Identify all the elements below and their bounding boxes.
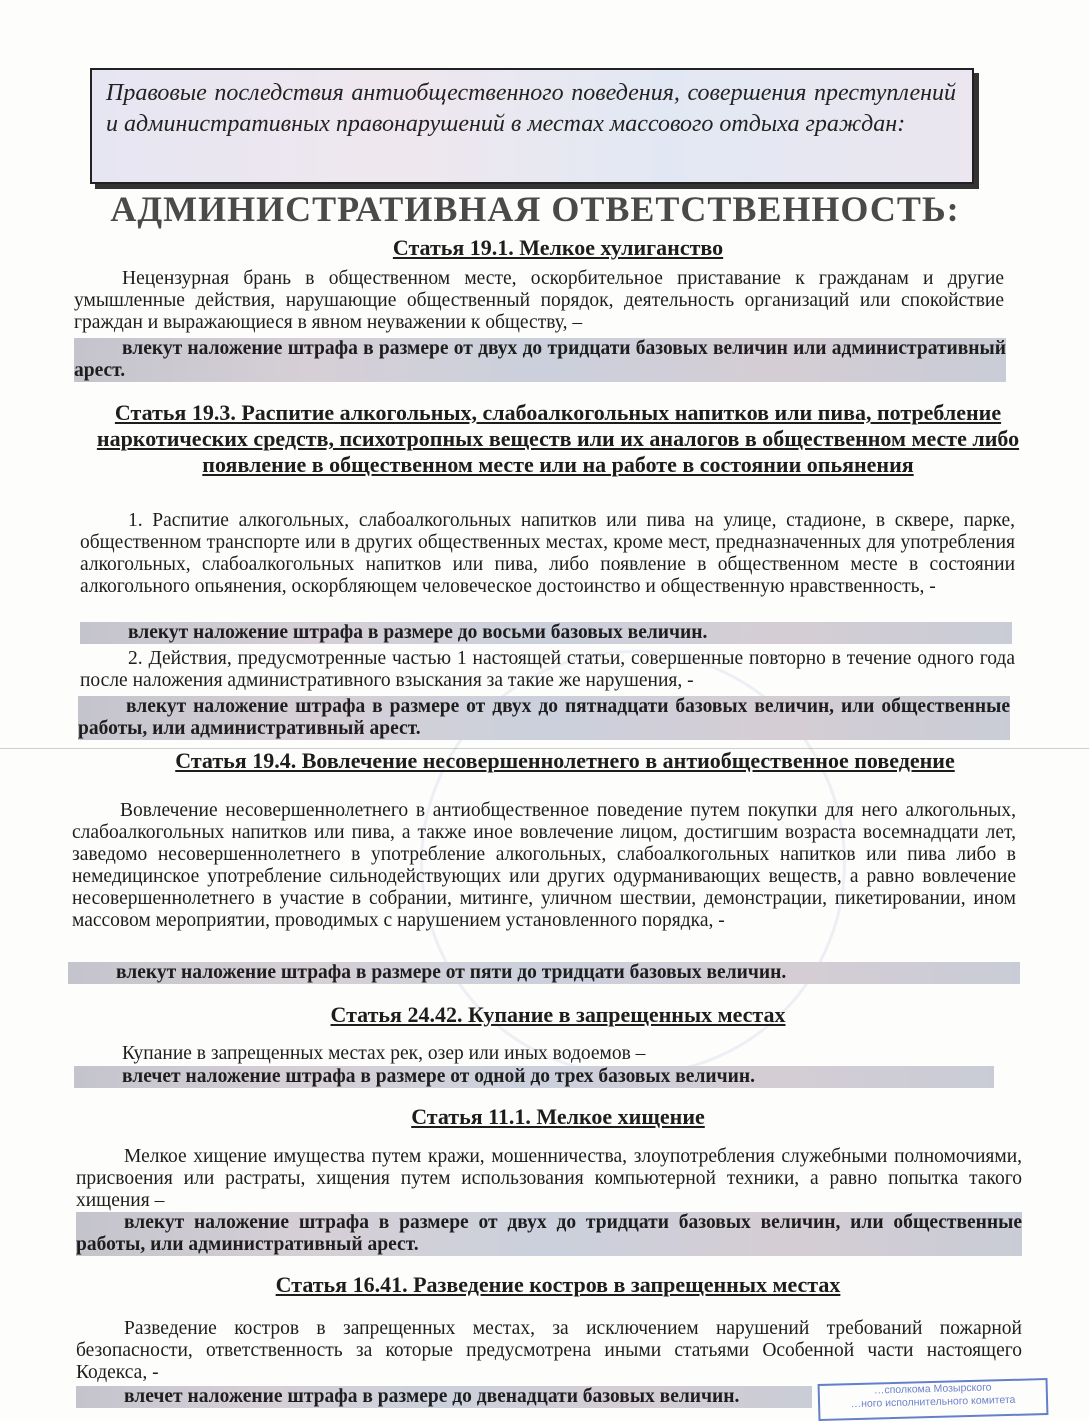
article-penalty-16-41: влечет наложение штрафа в размере до двенадцати базовых величин. [76, 1386, 812, 1408]
stamp-line-1: …сполкома Мозырского [873, 1381, 992, 1397]
article-penalty-11-1: влекут наложение штрафа в размере от двух до тридцати базовых величин, или общественные работы, или административный арест. [76, 1212, 1022, 1255]
stamp-line-2: …ного исполнительного комитета [850, 1393, 1016, 1411]
article-text-24-42: Купание в запрещенных местах рек, озер или иных водоемов – [122, 1043, 646, 1064]
article-heading-19-3: Статья 19.3. Распитие алкогольных, слабоалкогольных напитков или пива, потребление наркотических средств, психотропных веществ или их аналогов в общественном месте либо появление в общественном месте или на работе в состоянии опьянения [96, 400, 1020, 477]
title-box [90, 68, 974, 184]
article-heading-24-42: Статья 24.42. Купание в запрещенных местах [330, 1002, 786, 1027]
article-penalty-19-3-part2: влекут наложение штрафа в размере от двух до пятнадцати базовых величин, или общественные работы, или административный арест. [78, 696, 1010, 739]
article-heading-19-1: Статья 19.1. Мелкое хулиганство [392, 235, 724, 260]
article-penalty-24-42: влечет наложение штрафа в размере от одной до трех базовых величин. [74, 1066, 994, 1088]
article-penalty-19-4: влекут наложение штрафа в размере от пяти до тридцати базовых величин. [68, 962, 1020, 984]
official-stamp [818, 1378, 1049, 1421]
article-text-11-1: Мелкое хищение имущества путем кражи, мошенничества, злоупотребления служебными полномочиями, присвоения или растраты, хищения путем использования компьютерной техники, а равно попытка такого хищения – [76, 1146, 1022, 1211]
article-text-19-4: Вовлечение несовершеннолетнего в антиобщественное поведение путем покупки для него алкогольных, слабоалкогольных напитков или пива, а также иное вовлечение лицом, достигшим возраста восемнадцати лет, заведомо несовершеннолетнего в употребление алкогольных, слабоалкогольных напитков или пива либо в немедицинское употребление сильнодействующих или других одурманивающих веществ, а равно вовлечение несовершеннолетнего в участие в собрании, митинге, уличном шествии, демонстрации, пикетировании, ином массовом мероприятии, проводимых с нарушением установленного порядка, - [72, 800, 1016, 931]
title-box-text: Правовые последствия антиобщественного поведения, совершения преступлений и административных правонарушений в местах массового отдыха граждан: [106, 80, 956, 137]
article-text-19-3-part1: 1. Распитие алкогольных, слабоалкогольных напитков или пива на улице, стадионе, в сквере, парке, общественном транспорте или в других общественных местах, кроме мест, предназначенных для употребления алкогольных, слабоалкогольных напитков или пива, либо появление в общественном месте в состоянии алкогольного опьянения, оскорбляющем человеческое достоинство и общественную нравственность, - [80, 510, 1015, 597]
article-text-19-3-part2: 2. Действия, предусмотренные частью 1 настоящей статьи, совершенные повторно в течение одного года после наложения административного взыскания за такие же нарушения, - [80, 648, 1015, 691]
article-penalty-19-3-part1: влекут наложение штрафа в размере до восьми базовых величин. [80, 622, 1012, 644]
article-penalty-19-1: влекут наложение штрафа в размере от двух до тридцати базовых величин или административный арест. [74, 338, 1006, 381]
article-heading-16-41: Статья 16.41. Разведение костров в запрещенных местах [275, 1272, 841, 1297]
main-heading: АДМИНИСТРАТИВНАЯ ОТВЕТСТВЕННОСТЬ: [110, 189, 960, 229]
article-text-19-1: Нецензурная брань в общественном месте, оскорбительное приставание к гражданам и другие умышленные действия, нарушающие общественный порядок, деятельность организаций или спокойствие граждан и выражающиеся в явном неуважении к обществу, – [74, 268, 1004, 333]
article-heading-11-1: Статья 11.1. Мелкое хищение [411, 1104, 705, 1129]
article-text-16-41: Разведение костров в запрещенных местах, за исключением нарушений требований пожарной безопасности, ответственность за которые предусмотрена иными статьями Особенной части настоящего Кодекса, - [76, 1318, 1022, 1383]
article-heading-19-4: Статья 19.4. Вовлечение несовершеннолетнего в антиобщественное поведение [175, 748, 955, 773]
